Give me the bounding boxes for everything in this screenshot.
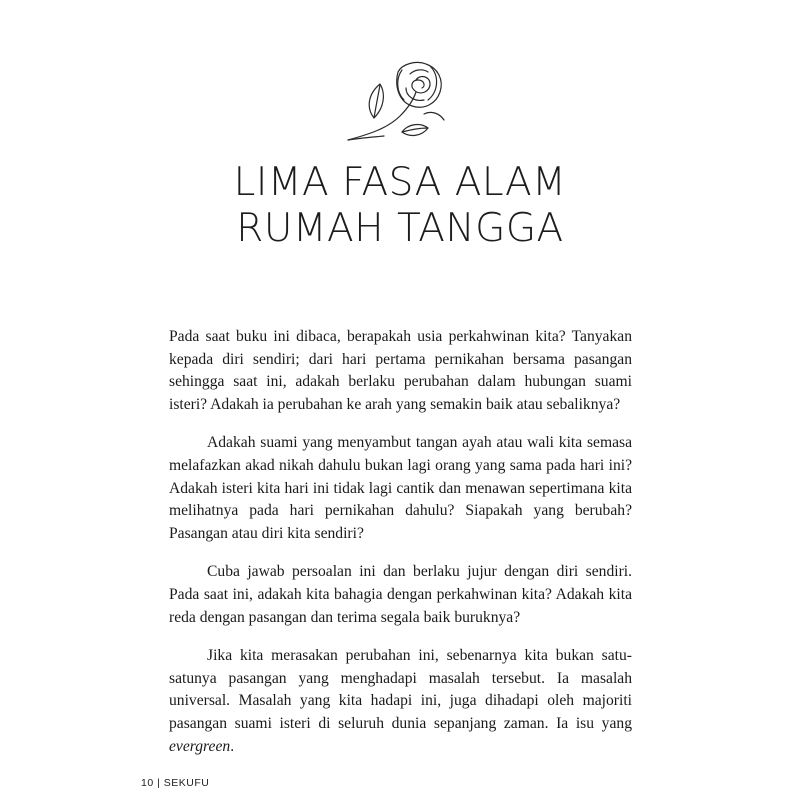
paragraph-3: Cuba jawab persoalan ini dan berlaku jujur dengan diri sendiri. Pada saat ini, adakah kita bahagia dengan perkahwinan kita? Adakah kita reda dengan pasangan dan terima segala baik buruknya? xyxy=(169,563,632,626)
paragraph-4 xyxy=(169,645,632,758)
rose-line-drawing-icon xyxy=(340,58,450,148)
chapter-title xyxy=(0,160,800,252)
paragraph-2: Adakah suami yang menyambut tangan ayah atau wali kita semasa melafazkan akad nikah dahulu bukan lagi orang yang sama pada hari ini? Adakah isteri kita hari ini tidak lagi cantik dan menawan sepertimana kita melihatnya pada hari pernikahan dahulu? Siapakah yang berubah? Pasangan atau diri kita sendiri? xyxy=(169,434,632,542)
paragraph-1: Pada saat buku ini dibaca, berapakah usia perkahwinan kita? Tanyakan kepada diri sendiri; dari hari pertama pernikahan bersama pasangan sehingga saat ini, adakah berlaku perubahan dalam hubungan suami isteri? Adakah ia perubahan ke arah yang semakin baik atau sebaliknya? xyxy=(169,328,632,413)
chapter-body xyxy=(169,326,632,774)
paragraph-4-end: . xyxy=(230,737,235,755)
paragraph-4-text: Jika kita merasakan perubahan ini, sebenarnya kita bukan satu-satunya pasangan yang menghadapi masalah tersebut. Ia masalah universal. Masalah yang kita hadapi ini, juga dihadapi oleh majoriti pasangan suami isteri di seluruh dunia sepanjang zaman. Ia isu yang xyxy=(169,647,632,732)
chapter-title-line-2: RUMAH TANGGA xyxy=(236,206,564,251)
page-footer: 10 | SEKUFU xyxy=(141,777,210,789)
chapter-title-line-1: LIMA FASA ALAM xyxy=(233,160,567,205)
paragraph-4-italic-term: evergreen xyxy=(169,737,231,755)
